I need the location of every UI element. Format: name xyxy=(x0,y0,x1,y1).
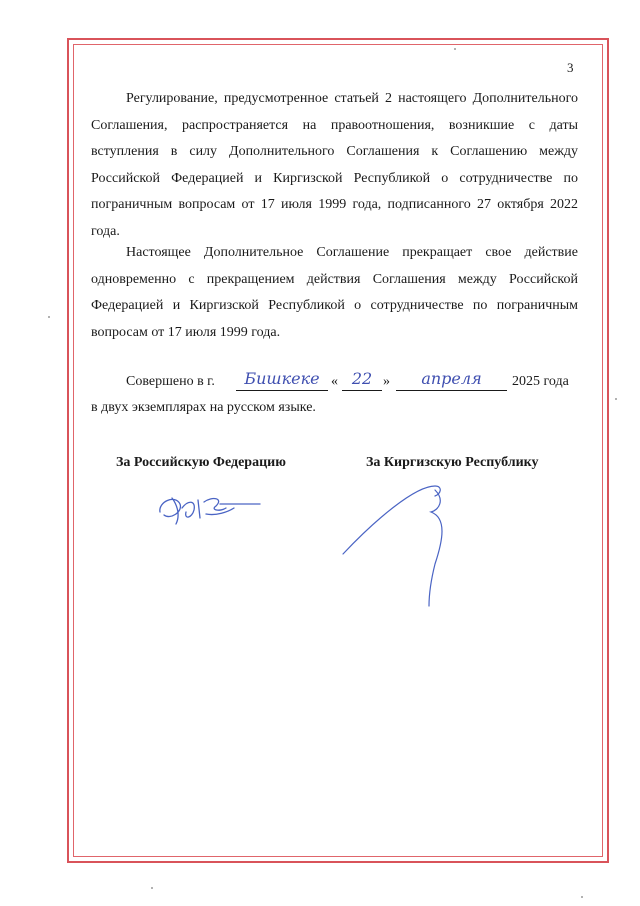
scan-speck xyxy=(454,48,456,50)
scan-speck xyxy=(581,896,583,898)
paragraph-termination-text: Настоящее Дополнительное Соглашение прекращает свое действие одновременно с прекращением действия Соглашения между Российской Федерацией и Киргизской Республикой о сотрудничестве по пограничным вопросам от 17 июля 1999 года. xyxy=(91,245,578,340)
signing-statement xyxy=(91,369,578,421)
signature-russia xyxy=(150,482,265,532)
paragraph-regulation-text: Регулирование, предусмотренное статьей 2 настоящего Дополнительного Соглашения, распространяется на правоотношения, возникшие с даты вступления в силу Дополнительного Соглашения к Соглашению между Российской Федерацией и Киргизской Республикой о сотрудничестве по пограничным вопросам от 17 июля 1999 года, подписанного 27 октября 2022 года. xyxy=(91,91,578,239)
signing-year: 2025 года xyxy=(512,374,569,389)
handwritten-day: 22 xyxy=(342,371,382,391)
paragraph-termination xyxy=(91,240,578,346)
scan-speck xyxy=(48,316,50,318)
signing-prefix: Совершено в г. xyxy=(126,374,215,389)
signature-heading-russia: За Российскую Федерацию xyxy=(116,455,286,470)
signature-kyrgyzstan xyxy=(335,480,455,610)
quote-close: » xyxy=(383,374,390,389)
signature-heading-kyrgyzstan: За Киргизскую Республику xyxy=(366,455,539,470)
signing-second-line: в двух экземплярах на русском языке. xyxy=(91,400,316,415)
scan-speck xyxy=(151,887,153,889)
handwritten-month: апреля xyxy=(396,371,507,391)
scan-speck xyxy=(615,398,617,400)
quote-open: « xyxy=(331,374,338,389)
page-number: 3 xyxy=(567,60,574,75)
handwritten-city: Бишкеке xyxy=(236,371,328,391)
paragraph-regulation xyxy=(91,86,578,246)
